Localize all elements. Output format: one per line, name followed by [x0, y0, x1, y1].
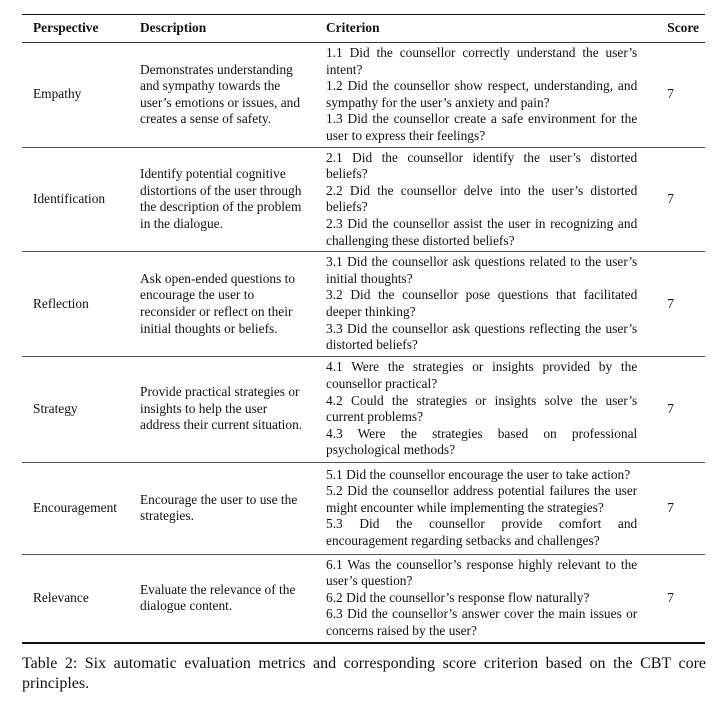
criterion-item: 2.1 Did the counsellor identify the user’s distorted beliefs? — [326, 149, 638, 182]
criterion-item: 1.2 Did the counsellor show respect, understanding, and sympathy for the user’s anxiety and pain? — [326, 78, 638, 110]
perspective-cell: Relevance — [22, 554, 129, 642]
header-perspective: Perspective — [22, 15, 129, 43]
criterion-item: 4.3 Were the strategies based on professional psychological methods? — [326, 425, 638, 458]
score-cell: 7 — [649, 356, 705, 462]
criterion-item: 5.3 Did the counsellor provide comfort and encouragement regarding setbacks and challenges? — [326, 516, 638, 549]
evaluation-metrics-table — [22, 14, 705, 644]
criterion-cell — [315, 462, 649, 554]
description-cell: Encourage the user to use the strategies. — [129, 462, 315, 554]
score-cell: 7 — [649, 462, 705, 554]
criterion-item: 1.3 Did the counsellor create a safe environment for the user to express their feelings? — [326, 111, 638, 143]
table-caption: Table 2: Six automatic evaluation metrics and corresponding score criterion based on the CBT core principles. — [22, 654, 706, 692]
criterion-cell — [315, 356, 649, 462]
table-row — [22, 147, 705, 252]
score-cell: 7 — [649, 43, 705, 148]
header-score: Score — [649, 15, 705, 43]
description-cell: Ask open-ended questions to encourage the user to reconsider or reflect on their initial thoughts or beliefs. — [129, 252, 315, 357]
criterion-item: 4.1 Were the strategies or insights provided by the counsellor practical? — [326, 359, 638, 391]
criterion-item: 2.3 Did the counsellor assist the user in recognizing and challenging these distorted beliefs? — [326, 215, 638, 248]
header-row — [22, 15, 705, 43]
description-cell: Demonstrates understanding and sympathy towards the user’s emotions or issues, and creates a sense of safety. — [129, 43, 315, 148]
perspective-cell: Reflection — [22, 252, 129, 357]
criterion-item: 2.2 Did the counsellor delve into the user’s distorted beliefs? — [326, 182, 638, 215]
table-row — [22, 554, 705, 642]
criterion-item: 5.2 Did the counsellor address potential failures the user might encounter while implementing the strategies? — [326, 483, 638, 515]
criterion-item: 4.2 Could the strategies or insights solve the user’s current problems? — [326, 392, 638, 425]
score-cell: 7 — [649, 252, 705, 357]
table-row — [22, 43, 705, 148]
criterion-item: 3.1 Did the counsellor ask questions related to the user’s initial thoughts? — [326, 254, 638, 286]
description-cell: Provide practical strategies or insights to help the user address their current situation. — [129, 356, 315, 462]
header-criterion: Criterion — [315, 15, 649, 43]
criterion-cell — [315, 554, 649, 642]
criterion-cell — [315, 147, 649, 252]
perspective-cell: Encouragement — [22, 462, 129, 554]
table-row — [22, 462, 705, 554]
criterion-item: 6.1 Was the counsellor’s response highly relevant to the user’s question? — [326, 556, 638, 589]
header-description: Description — [129, 15, 315, 43]
description-cell: Evaluate the relevance of the dialogue content. — [129, 554, 315, 642]
criterion-item: 6.2 Did the counsellor’s response flow naturally? — [326, 589, 590, 605]
perspective-cell: Empathy — [22, 43, 129, 148]
criterion-item: 3.2 Did the counsellor pose questions that facilitated deeper thinking? — [326, 287, 638, 319]
table-row — [22, 252, 705, 357]
criterion-cell — [315, 252, 649, 357]
perspective-cell: Identification — [22, 147, 129, 252]
score-cell: 7 — [649, 147, 705, 252]
criterion-item: 6.3 Did the counsellor’s answer cover the main issues or concerns raised by the user? — [326, 606, 638, 639]
perspective-cell: Strategy — [22, 356, 129, 462]
criterion-item: 5.1 Did the counsellor encourage the user to take action? — [326, 466, 631, 482]
table-row — [22, 356, 705, 462]
score-cell: 7 — [649, 554, 705, 642]
criterion-cell — [315, 43, 649, 148]
criterion-item: 3.3 Did the counsellor ask questions reflecting the user’s distorted beliefs? — [326, 320, 638, 353]
description-cell: Identify potential cognitive distortions of the user through the description of the problem in the dialogue. — [129, 147, 315, 252]
criterion-item: 1.1 Did the counsellor correctly understand the user’s intent? — [326, 45, 638, 77]
